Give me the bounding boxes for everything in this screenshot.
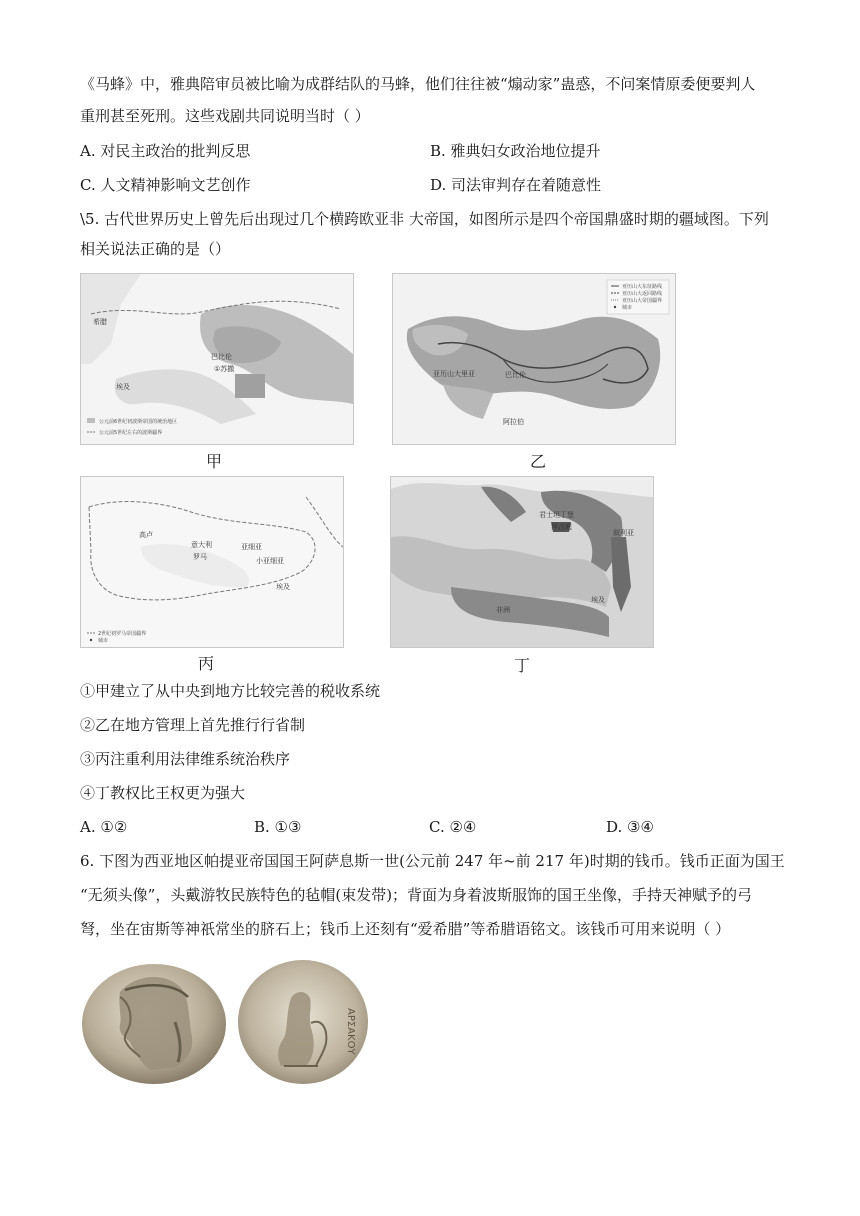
map-ding-label-egypt: 埃及 xyxy=(591,596,605,604)
map-bing-label-rome: 罗马 xyxy=(193,553,207,561)
coin-obverse xyxy=(80,962,228,1086)
q6-text-line-3: 弩，坐在宙斯等神祇常坐的脐石上；钱币上还刻有“爱希腊”等希腊语铭文。该钱币可用来说明（ ） xyxy=(80,920,731,938)
map-bing xyxy=(80,476,344,648)
map-ding-label-syria: 叙利亚 xyxy=(613,529,634,537)
q4-option-d: D. 司法审判存在着随意性 xyxy=(430,176,602,194)
q5-statement-2: ②乙在地方管理上首先推行行省制 xyxy=(80,716,306,734)
q4-option-c: C. 人文精神影响文艺创作 xyxy=(80,176,251,194)
map-yi-legend-2: 亚历山大返回路线 xyxy=(622,291,663,297)
q5-statement-3: ③丙注重利用法律维系统治秩序 xyxy=(80,750,291,768)
q6-text-line-2: “无须头像”，头戴游牧民族特色的毡帽(束发带)；背面为身着波斯服饰的国王坐像，手持天神赋予的弓 xyxy=(80,886,753,904)
q5-option-a: A. ①② xyxy=(80,818,128,836)
map-bing-caption: 丙 xyxy=(198,654,215,673)
map-jia-legend-2: 公元前5世纪左右的波斯疆界 xyxy=(99,430,163,436)
map-ding-label-byzantium: 拜占庭 xyxy=(551,523,572,531)
q5-option-b: B. ①③ xyxy=(254,818,302,836)
map-bing-legend-2: 城市 xyxy=(98,638,109,644)
q5-statement-1: ①甲建立了从中央到地方比较完善的税收系统 xyxy=(80,682,381,700)
coin-inscription: ΑΡΣΑΚΟΥ xyxy=(345,1008,356,1055)
q5-option-c: C. ②④ xyxy=(429,818,477,836)
map-jia-label-susa: ①苏撒 xyxy=(214,365,235,373)
map-yi-legend-4: 城市 xyxy=(622,305,633,311)
map-yi-legend-1: 亚历山大东征路线 xyxy=(622,284,663,290)
q4-option-a: A. 对民主政治的批判反思 xyxy=(80,142,251,160)
map-bing-label-egypt: 埃及 xyxy=(276,583,290,591)
map-ding-label-africa: 非洲 xyxy=(496,606,510,614)
map-ding xyxy=(390,476,654,648)
q6-text-line-1: 6. 下图为西亚地区帕提亚帝国国王阿萨息斯一世(公元前 247 年~前 217 年)时期的钱币。钱币正面为国王 xyxy=(80,852,785,870)
map-bing-label-asia-minor: 小亚细亚 xyxy=(256,557,284,565)
map-jia xyxy=(80,273,354,445)
q5-text-line-2: 相关说法正确的是（） xyxy=(80,240,231,258)
map-jia-caption: 甲 xyxy=(206,452,223,471)
coin-reverse xyxy=(236,958,370,1086)
map-jia-label-babylon: 巴比伦 xyxy=(211,353,232,361)
q4-option-b: B. 雅典妇女政治地位提升 xyxy=(430,142,601,160)
map-bing-label-asia: 亚细亚 xyxy=(241,543,262,551)
map-yi-caption: 乙 xyxy=(530,452,547,471)
map-yi-label-babylon: 巴比伦 xyxy=(505,371,526,379)
map-jia-label-egypt: 埃及 xyxy=(116,383,130,391)
map-bing-label-gaul: 高卢 xyxy=(139,531,153,539)
map-ding-label-constantinople: 君士坦丁堡 xyxy=(539,511,574,519)
q4-text-line-2: 重刑甚至死刑。这些戏剧共同说明当时（ ） xyxy=(80,107,370,125)
map-ding-caption: 丁 xyxy=(514,656,531,675)
map-jia-legend-1: 公元前6世纪初波斯帝国的统治地区 xyxy=(99,419,178,425)
map-yi-legend-3: 亚历山大帝国疆界 xyxy=(622,298,663,304)
map-bing-legend-1: 2世纪初罗马帝国疆界 xyxy=(98,631,147,637)
q4-text-line-1: 《马蜂》中，雅典陪审员被比喻为成群结队的马蜂，他们往往被“煽动家”蛊惑，不问案情原委便要判人 xyxy=(80,75,756,93)
q5-text-line-1: \5. 古代世界历史上曾先后出现过几个横跨欧亚非 大帝国，如图所示是四个帝国鼎盛时期的疆域图。下列 xyxy=(80,210,769,228)
map-jia-label-greece: 希腊 xyxy=(93,318,107,326)
map-yi-label-arabia: 阿拉伯 xyxy=(503,418,524,426)
map-bing-label-italy: 意大利 xyxy=(191,541,212,549)
map-yi xyxy=(392,273,676,445)
map-yi-label-alexandria: 亚历山大里亚 xyxy=(433,370,475,378)
q5-option-d: D. ③④ xyxy=(606,818,654,836)
q5-statement-4: ④丁教权比王权更为强大 xyxy=(80,784,246,802)
